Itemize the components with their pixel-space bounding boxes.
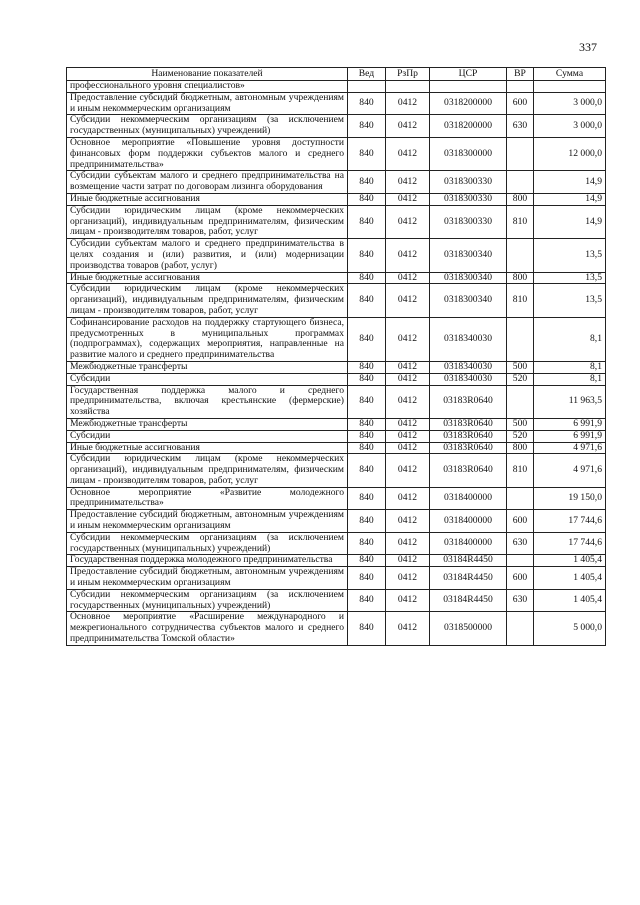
cell-ved: 840: [348, 487, 386, 510]
cell-ved: 840: [348, 532, 386, 555]
table-row: [67, 487, 606, 510]
cell-rzpr: 0412: [386, 418, 430, 430]
column-header-ved: Вед: [348, 68, 386, 81]
table-row: [67, 418, 606, 430]
table-row: [67, 373, 606, 385]
cell-sum: 14,9: [534, 171, 606, 194]
cell-name: Государственная поддержка малого и среднего предпринимательства, включая крестьянские (фермерские) хозяйства: [67, 385, 348, 418]
cell-sum: 12 000,0: [534, 137, 606, 170]
cell-name: Иные бюджетные ассигнования: [67, 193, 348, 205]
cell-sum: 19 150,0: [534, 487, 606, 510]
cell-rzpr: 0412: [386, 555, 430, 567]
cell-ved: 840: [348, 418, 386, 430]
cell-csr: 0318500000: [430, 612, 507, 645]
table-row: [67, 193, 606, 205]
cell-sum: 4 971,6: [534, 454, 606, 487]
cell-vr: [507, 239, 534, 272]
column-header-sum: Сумма: [534, 68, 606, 81]
cell-vr: 500: [507, 418, 534, 430]
cell-name: профессионального уровня специалистов»: [67, 81, 348, 93]
cell-vr: [507, 487, 534, 510]
cell-ved: 840: [348, 284, 386, 317]
cell-vr: 810: [507, 454, 534, 487]
cell-csr: 0318340030: [430, 373, 507, 385]
table-row: [67, 532, 606, 555]
cell-vr: 600: [507, 92, 534, 115]
table-row: [67, 239, 606, 272]
cell-ved: 840: [348, 317, 386, 361]
cell-sum: 1 405,4: [534, 555, 606, 567]
cell-rzpr: 0412: [386, 567, 430, 590]
cell-ved: 840: [348, 555, 386, 567]
cell-sum: 13,5: [534, 239, 606, 272]
cell-ved: 840: [348, 193, 386, 205]
cell-sum: 14,9: [534, 193, 606, 205]
cell-ved: 840: [348, 373, 386, 385]
cell-rzpr: 0412: [386, 589, 430, 612]
cell-name: Субсидии некоммерческим организациям (за исключением государственных (муниципальных) учреждений): [67, 589, 348, 612]
cell-csr: 0318400000: [430, 532, 507, 555]
cell-sum: 17 744,6: [534, 510, 606, 533]
cell-ved: 840: [348, 361, 386, 373]
cell-name: Софинансирование расходов на поддержку стартующего бизнеса, предусмотренных в муниципальных программах (подпрограммах), содержащих мероприятия, направленные на развитие малого и среднего предпринимательства: [67, 317, 348, 361]
cell-name: Субсидии: [67, 373, 348, 385]
cell-name: Субсидии некоммерческим организациям (за исключением государственных (муниципальных) учреждений): [67, 532, 348, 555]
cell-name: Предоставление субсидий бюджетным, автономным учреждениям и иным некоммерческим организациям: [67, 510, 348, 533]
cell-vr: 810: [507, 205, 534, 238]
cell-rzpr: 0412: [386, 430, 430, 442]
table-body: [67, 81, 606, 646]
cell-name: Субсидии некоммерческим организациям (за исключением государственных (муниципальных) учреждений): [67, 115, 348, 138]
cell-sum: 13,5: [534, 272, 606, 284]
cell-name: Субсидии субъектам малого и среднего предпринимательства на возмещение части затрат по договорам лизинга оборудования: [67, 171, 348, 194]
cell-rzpr: 0412: [386, 317, 430, 361]
cell-sum: 4 971,6: [534, 442, 606, 454]
cell-csr: 03183R0640: [430, 385, 507, 418]
cell-rzpr: 0412: [386, 171, 430, 194]
cell-ved: 840: [348, 272, 386, 284]
cell-csr: 0318300000: [430, 137, 507, 170]
cell-name: Предоставление субсидий бюджетным, автономным учреждениям и иным некоммерческим организациям: [67, 567, 348, 590]
cell-sum: 13,5: [534, 284, 606, 317]
cell-sum: 1 405,4: [534, 567, 606, 590]
cell-rzpr: 0412: [386, 487, 430, 510]
cell-name: Иные бюджетные ассигнования: [67, 442, 348, 454]
cell-rzpr: 0412: [386, 137, 430, 170]
cell-vr: 600: [507, 567, 534, 590]
cell-name: Основное мероприятие «Развитие молодежного предпринимательства»: [67, 487, 348, 510]
cell-csr: 03183R0640: [430, 442, 507, 454]
cell-name: Субсидии: [67, 430, 348, 442]
cell-rzpr: 0412: [386, 92, 430, 115]
cell-name: Субсидии юридическим лицам (кроме некоммерческих организаций), индивидуальным предпринимателям, физическим лицам - производителям товаров, работ, услуг: [67, 205, 348, 238]
cell-rzpr: 0412: [386, 510, 430, 533]
table-row: [67, 205, 606, 238]
cell-vr: 520: [507, 430, 534, 442]
cell-vr: [507, 81, 534, 93]
cell-csr: 0318300340: [430, 272, 507, 284]
cell-rzpr: 0412: [386, 454, 430, 487]
cell-name: Иные бюджетные ассигнования: [67, 272, 348, 284]
table-row: [67, 92, 606, 115]
column-header-vr: ВР: [507, 68, 534, 81]
table-row: [67, 137, 606, 170]
cell-csr: 0318300330: [430, 171, 507, 194]
column-header-name: Наименование показателей: [67, 68, 348, 81]
cell-ved: 840: [348, 205, 386, 238]
cell-vr: [507, 555, 534, 567]
cell-name: Субсидии субъектам малого и среднего предпринимательства в целях создания и (или) развития, и (или) модернизации производства товаров (работ, услуг): [67, 239, 348, 272]
cell-sum: [534, 81, 606, 93]
table-header: [67, 68, 606, 81]
cell-csr: 0318200000: [430, 115, 507, 138]
cell-rzpr: [386, 81, 430, 93]
cell-csr: 0318340030: [430, 317, 507, 361]
cell-csr: 03184R4450: [430, 555, 507, 567]
cell-csr: 0318300340: [430, 239, 507, 272]
cell-name: Предоставление субсидий бюджетным, автономным учреждениям и иным некоммерческим организациям: [67, 92, 348, 115]
cell-rzpr: 0412: [386, 361, 430, 373]
column-header-rzpr: РзПр: [386, 68, 430, 81]
cell-rzpr: 0412: [386, 239, 430, 272]
cell-name: Субсидии юридическим лицам (кроме некоммерческих организаций), индивидуальным предпринимателям, физическим лицам - производителям товаров, работ, услуг: [67, 284, 348, 317]
cell-vr: [507, 137, 534, 170]
cell-name: Межбюджетные трансферты: [67, 361, 348, 373]
cell-csr: 0318300330: [430, 193, 507, 205]
table-row: [67, 612, 606, 645]
cell-vr: 600: [507, 510, 534, 533]
cell-vr: 800: [507, 272, 534, 284]
cell-rzpr: 0412: [386, 193, 430, 205]
table-row: [67, 81, 606, 93]
cell-csr: 03183R0640: [430, 454, 507, 487]
cell-ved: 840: [348, 137, 386, 170]
cell-csr: 0318200000: [430, 92, 507, 115]
cell-vr: [507, 612, 534, 645]
cell-ved: 840: [348, 92, 386, 115]
cell-csr: 03184R4450: [430, 567, 507, 590]
cell-csr: 0318340030: [430, 361, 507, 373]
cell-ved: 840: [348, 430, 386, 442]
cell-ved: [348, 81, 386, 93]
cell-rzpr: 0412: [386, 532, 430, 555]
cell-rzpr: 0412: [386, 385, 430, 418]
page-number: 337: [579, 40, 597, 54]
table-row: [67, 115, 606, 138]
table-row: [67, 589, 606, 612]
cell-sum: 5 000,0: [534, 612, 606, 645]
cell-csr: 03184R4450: [430, 589, 507, 612]
cell-sum: 8,1: [534, 361, 606, 373]
cell-ved: 840: [348, 589, 386, 612]
cell-ved: 840: [348, 385, 386, 418]
cell-sum: 6 991,9: [534, 418, 606, 430]
cell-csr: 03183R0640: [430, 430, 507, 442]
cell-rzpr: 0412: [386, 442, 430, 454]
cell-sum: 1 405,4: [534, 589, 606, 612]
cell-rzpr: 0412: [386, 612, 430, 645]
cell-sum: 14,9: [534, 205, 606, 238]
table-row: [67, 272, 606, 284]
budget-table: [66, 67, 606, 646]
cell-sum: 11 963,5: [534, 385, 606, 418]
cell-ved: 840: [348, 239, 386, 272]
cell-vr: 520: [507, 373, 534, 385]
cell-ved: 840: [348, 510, 386, 533]
cell-vr: 800: [507, 193, 534, 205]
cell-vr: [507, 171, 534, 194]
cell-csr: 0318400000: [430, 510, 507, 533]
cell-name: Государственная поддержка молодежного предпринимательства: [67, 555, 348, 567]
cell-vr: 630: [507, 115, 534, 138]
table-row: [67, 567, 606, 590]
cell-sum: 6 991,9: [534, 430, 606, 442]
cell-vr: 810: [507, 284, 534, 317]
cell-vr: [507, 317, 534, 361]
cell-ved: 840: [348, 454, 386, 487]
cell-sum: 17 744,6: [534, 532, 606, 555]
cell-rzpr: 0412: [386, 272, 430, 284]
cell-csr: 03183R0640: [430, 418, 507, 430]
cell-rzpr: 0412: [386, 373, 430, 385]
cell-rzpr: 0412: [386, 284, 430, 317]
cell-sum: 3 000,0: [534, 115, 606, 138]
cell-csr: [430, 81, 507, 93]
column-header-csr: ЦСР: [430, 68, 507, 81]
cell-name: Основное мероприятие «Расширение международного и межрегионального сотрудничества субъектов малого и среднего предпринимательства Томской области»: [67, 612, 348, 645]
table-row: [67, 171, 606, 194]
cell-ved: 840: [348, 612, 386, 645]
cell-rzpr: 0412: [386, 115, 430, 138]
cell-ved: 840: [348, 171, 386, 194]
cell-ved: 840: [348, 115, 386, 138]
table-row: [67, 361, 606, 373]
cell-csr: 0318300340: [430, 284, 507, 317]
cell-sum: 8,1: [534, 317, 606, 361]
cell-name: Субсидии юридическим лицам (кроме некоммерческих организаций), индивидуальным предпринимателям, физическим лицам - производителям товаров, работ, услуг: [67, 454, 348, 487]
table-row: [67, 442, 606, 454]
cell-name: Основное мероприятие «Повышение уровня доступности финансовых форм поддержки субъектов малого и среднего предпринимательства»: [67, 137, 348, 170]
cell-vr: 630: [507, 589, 534, 612]
table-row: [67, 555, 606, 567]
table-row: [67, 385, 606, 418]
table-row: [67, 430, 606, 442]
cell-ved: 840: [348, 567, 386, 590]
cell-vr: [507, 385, 534, 418]
cell-csr: 0318300330: [430, 205, 507, 238]
table-row: [67, 510, 606, 533]
cell-sum: 8,1: [534, 373, 606, 385]
cell-vr: 800: [507, 442, 534, 454]
cell-name: Межбюджетные трансферты: [67, 418, 348, 430]
cell-vr: 630: [507, 532, 534, 555]
cell-ved: 840: [348, 442, 386, 454]
table-row: [67, 317, 606, 361]
cell-csr: 0318400000: [430, 487, 507, 510]
cell-rzpr: 0412: [386, 205, 430, 238]
header-row: [67, 68, 606, 81]
table-row: [67, 454, 606, 487]
cell-sum: 3 000,0: [534, 92, 606, 115]
cell-vr: 500: [507, 361, 534, 373]
table-row: [67, 284, 606, 317]
